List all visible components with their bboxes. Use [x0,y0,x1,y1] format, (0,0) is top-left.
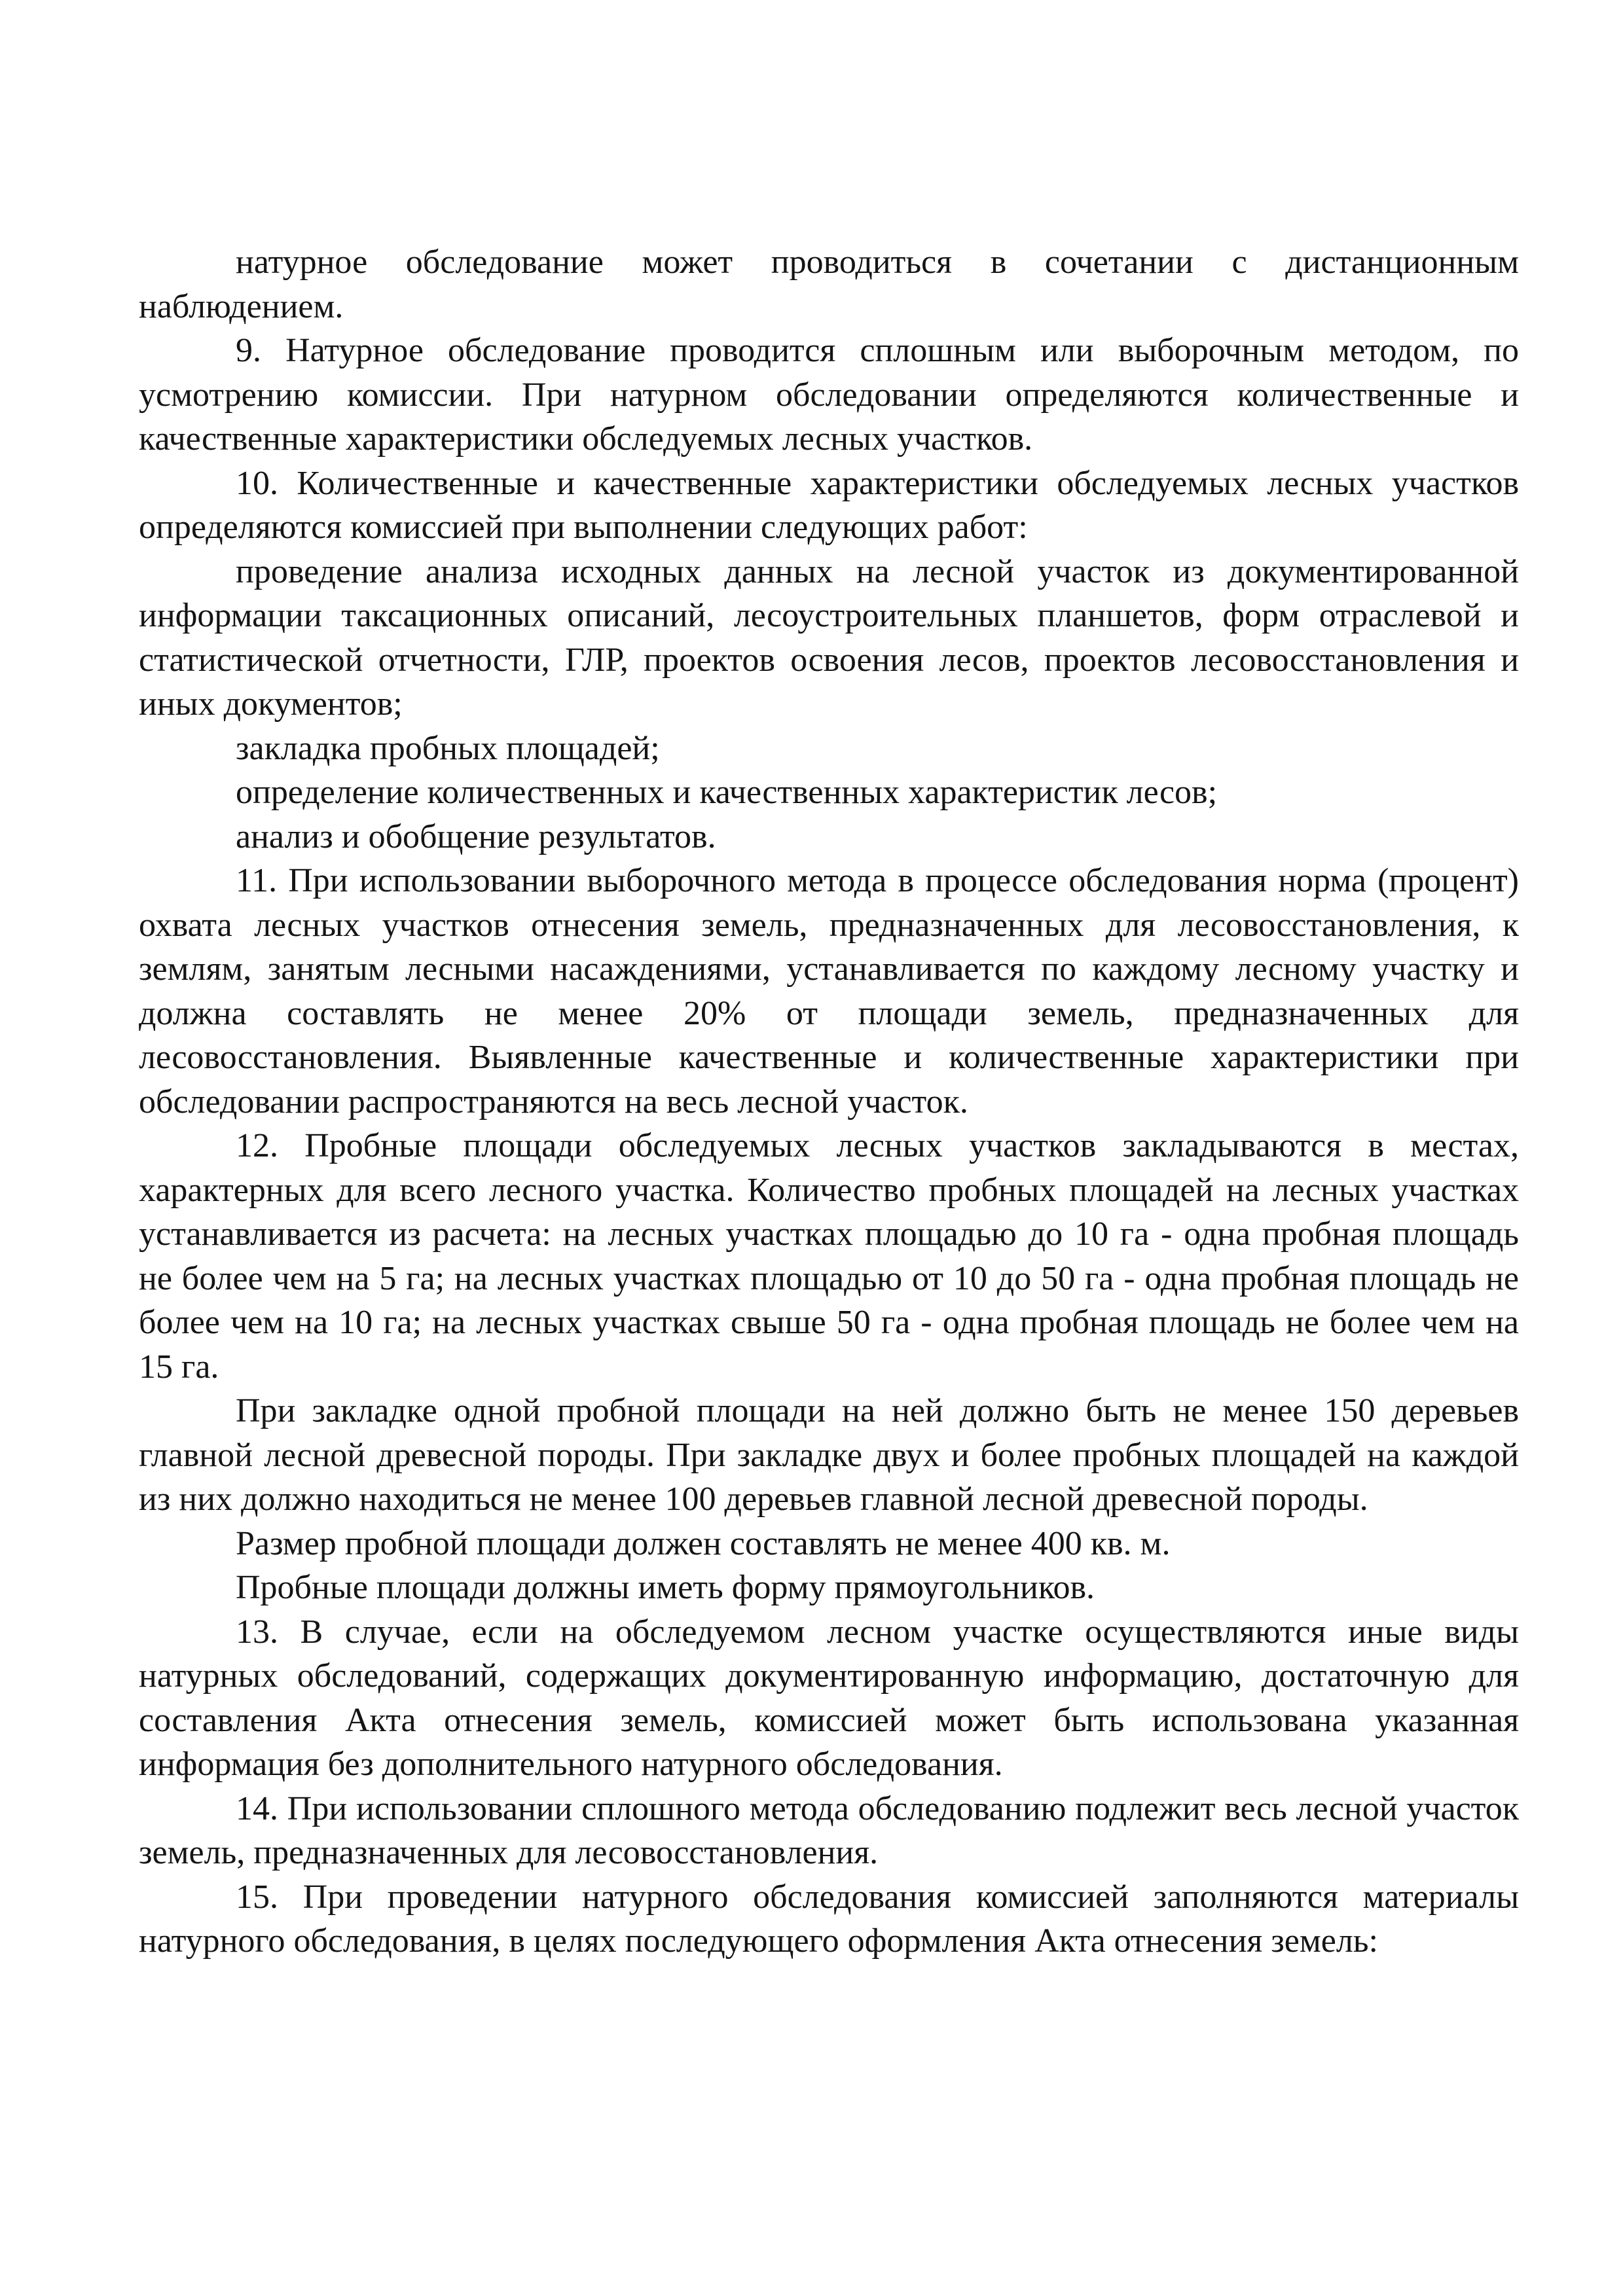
paragraph-10-item-analysis: проведение анализа исходных данных на лесной участок из документированной информации таксационных описаний, лесоустроительных планшетов, форм отраслевой и статистической отчетности, ГЛР, проектов освоения лесов, проектов лесовосстановления и иных документов; [139,552,1519,723]
paragraph-9: 9. Натурное обследование проводится сплошным или выборочным методом, по усмотрению комиссии. При натурном обследовании определяются количественные и качественные характеристики обследуемых лесных участков. [139,332,1519,457]
paragraph-10-item-summary: анализ и обобщение результатов. [236,817,716,855]
document-body [139,240,1519,1964]
paragraph-12-trees: При закладке одной пробной площади на ней должно быть не менее 150 деревьев главной лесной древесной породы. При закладке двух и более пробных площадей на каждой из них должно находиться не менее 100 деревьев главной лесной древесной породы. [139,1392,1519,1518]
paragraph-continuation: натурное обследование может проводиться в сочетании с дистанционным наблюдением. [139,243,1519,325]
paragraph-15: 15. При проведении натурного обследования комиссией заполняются материалы натурного обследования, в целях последующего оформления Акта отнесения земель: [139,1878,1519,1960]
paragraph-12-size: Размер пробной площади должен составлять не менее 400 кв. м. [236,1524,1171,1562]
paragraph-10-item-characteristics: определение количественных и качественных характеристик лесов; [236,774,1218,811]
paragraph-13: 13. В случае, если на обследуемом лесном участке осуществляются иные виды натурных обследований, содержащих документированную информацию, достаточную для составления Акта отнесения земель, комиссией может быть использована указанная информация без дополнительного натурного обследования. [139,1613,1519,1783]
paragraph-12: 12. Пробные площади обследуемых лесных участков закладываются в местах, характерных для всего лесного участка. Количество пробных площадей на лесных участках устанавливается из расчета: на лесных участках площадью до 10 га - одна пробная площадь не более чем на 5 га; на лесных участках площадью от 10 до 50 га - одна пробная площадь не более чем на 10 га; на лесных участках свыше 50 га - одна пробная площадь не более чем на 15 га. [139,1127,1519,1386]
paragraph-14: 14. При использовании сплошного метода обследованию подлежит весь лесной участок земель, предназначенных для лесовосстановления. [139,1789,1519,1871]
paragraph-12-shape: Пробные площади должны иметь форму прямоугольников. [236,1569,1095,1606]
paragraph-10-item-plots: закладка пробных площадей; [236,729,660,767]
paragraph-10: 10. Количественные и качественные характеристики обследуемых лесных участков определяются комиссией при выполнении следующих работ: [139,464,1519,546]
paragraph-11: 11. При использовании выборочного метода в процессе обследования норма (процент) охвата лесных участков отнесения земель, предназначенных для лесовосстановления, к землям, занятым лесными насаждениями, устанавливается по каждому лесному участку и должна составлять не менее 20% от площади земель, предназначенных для лесовосстановления. Выявленные качественные и количественные характеристики при обследовании распространяются на весь лесной участок. [139,862,1519,1121]
